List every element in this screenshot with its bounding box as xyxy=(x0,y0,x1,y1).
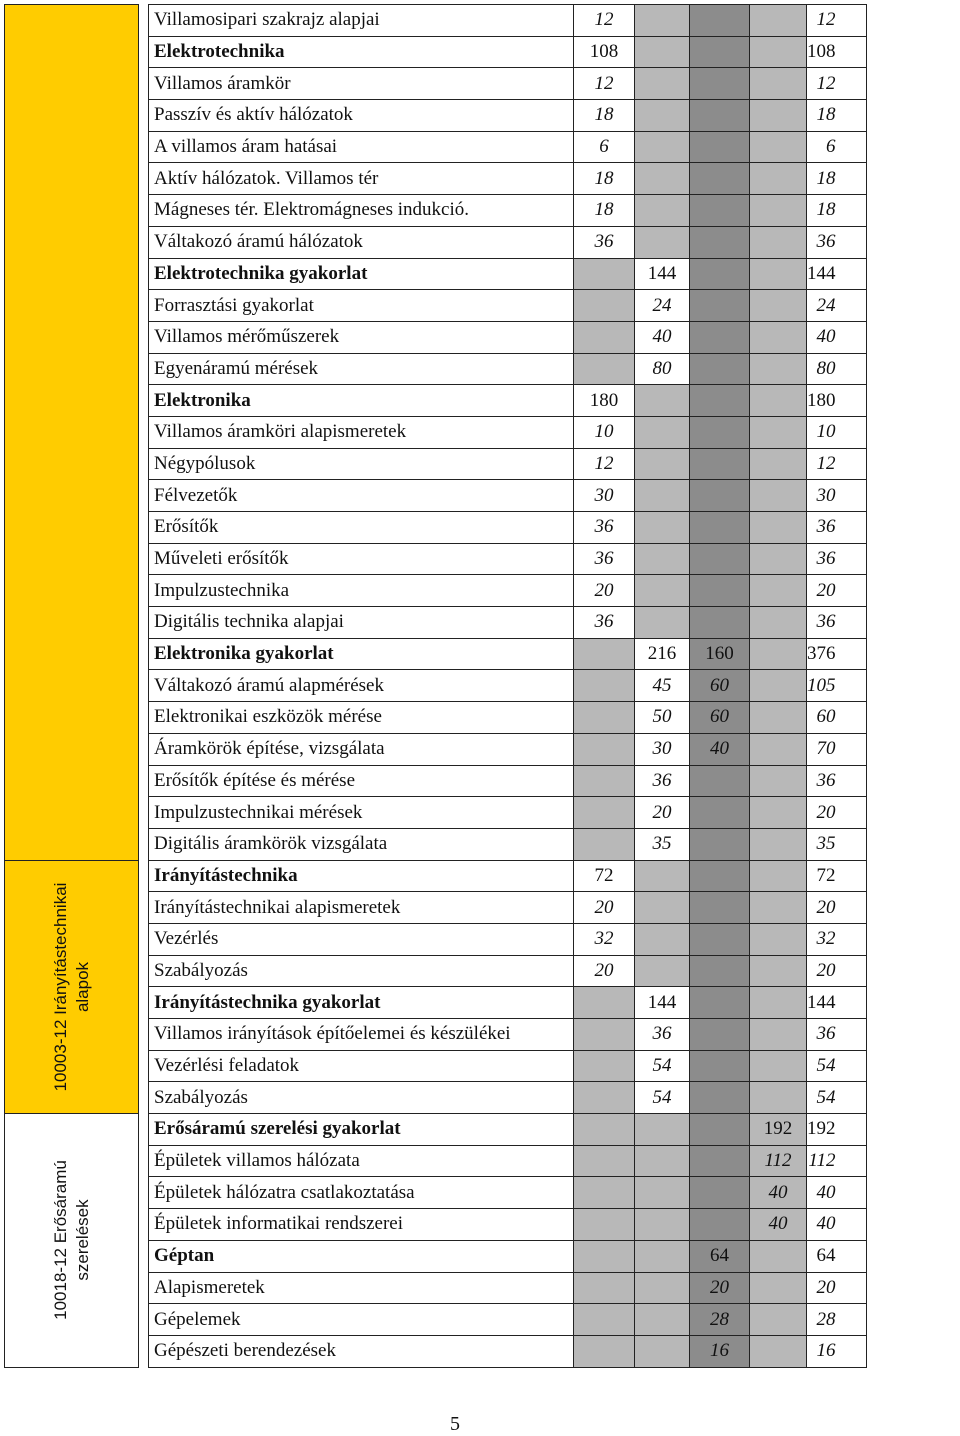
hours-total: 144 xyxy=(807,258,867,290)
hours-total: 36 xyxy=(807,1019,867,1051)
hours-practice: 35 xyxy=(635,828,690,860)
hours-col4 xyxy=(750,828,807,860)
hours-col4 xyxy=(750,480,807,512)
hours-col4: 192 xyxy=(750,1114,807,1146)
hours-col3 xyxy=(690,543,750,575)
topic-name: Digitális áramkörök vizsgálata xyxy=(149,828,574,860)
hours-theory xyxy=(574,353,635,385)
hours-theory: 108 xyxy=(574,36,635,68)
topic-name: Mágneses tér. Elektromágneses indukció. xyxy=(149,195,574,227)
hours-theory: 180 xyxy=(574,385,635,417)
hours-theory xyxy=(574,733,635,765)
topic-name: Áramkörök építése, vizsgálata xyxy=(149,733,574,765)
table-row xyxy=(5,860,957,892)
hours-theory xyxy=(574,828,635,860)
hours-col4 xyxy=(750,131,807,163)
hours-col4 xyxy=(750,923,807,955)
hours-theory xyxy=(574,1240,635,1272)
gutter-cell xyxy=(139,5,149,861)
topic-name: Elektrotechnika gyakorlat xyxy=(149,258,574,290)
hours-col4 xyxy=(750,607,807,639)
hours-practice: 50 xyxy=(635,702,690,734)
hours-total: 18 xyxy=(807,195,867,227)
hours-practice: 45 xyxy=(635,670,690,702)
module-cell xyxy=(5,5,139,861)
hours-col3 xyxy=(690,797,750,829)
hours-theory xyxy=(574,1114,635,1146)
hours-col4 xyxy=(750,385,807,417)
hours-theory: 36 xyxy=(574,226,635,258)
hours-col3: 64 xyxy=(690,1240,750,1272)
hours-col4 xyxy=(750,290,807,322)
hours-theory xyxy=(574,321,635,353)
topic-name: Impulzustechnikai mérések xyxy=(149,797,574,829)
topic-name: Műveleti erősítők xyxy=(149,543,574,575)
hours-col4 xyxy=(750,575,807,607)
module-cell xyxy=(5,860,139,1114)
hours-practice: 80 xyxy=(635,353,690,385)
hours-col4 xyxy=(750,1050,807,1082)
hours-theory: 32 xyxy=(574,923,635,955)
hours-total: 70 xyxy=(807,733,867,765)
hours-col3 xyxy=(690,416,750,448)
hours-practice xyxy=(635,955,690,987)
hours-col3: 16 xyxy=(690,1335,750,1367)
topic-name: Villamos áramkör xyxy=(149,68,574,100)
module-label xyxy=(50,882,94,1091)
hours-col4 xyxy=(750,638,807,670)
hours-col3 xyxy=(690,258,750,290)
topic-name: Irányítástechnika gyakorlat xyxy=(149,987,574,1019)
hours-total: 180 xyxy=(807,385,867,417)
hours-practice: 144 xyxy=(635,258,690,290)
hours-theory xyxy=(574,1019,635,1051)
hours-practice: 36 xyxy=(635,765,690,797)
hours-col3 xyxy=(690,923,750,955)
hours-practice xyxy=(635,195,690,227)
topic-name: Vezérlési feladatok xyxy=(149,1050,574,1082)
topic-name: Villamos irányítások építőelemei és készülékei xyxy=(149,1019,574,1051)
hours-theory: 20 xyxy=(574,892,635,924)
hours-total: 24 xyxy=(807,290,867,322)
hours-total: 40 xyxy=(807,321,867,353)
hours-total: 30 xyxy=(807,480,867,512)
topic-name: Épületek informatikai rendszerei xyxy=(149,1209,574,1241)
hours-col3 xyxy=(690,100,750,132)
hours-col4 xyxy=(750,702,807,734)
topic-name: Váltakozó áramú hálózatok xyxy=(149,226,574,258)
hours-practice xyxy=(635,385,690,417)
hours-practice xyxy=(635,480,690,512)
topic-name: Épületek hálózatra csatlakoztatása xyxy=(149,1177,574,1209)
hours-practice xyxy=(635,1335,690,1367)
page-number: 5 xyxy=(450,1413,460,1435)
topic-name: Váltakozó áramú alapmérések xyxy=(149,670,574,702)
hours-col3 xyxy=(690,1209,750,1241)
topic-name: Villamosipari szakrajz alapjai xyxy=(149,5,574,37)
hours-col3 xyxy=(690,575,750,607)
hours-col4 xyxy=(750,987,807,1019)
hours-theory: 6 xyxy=(574,131,635,163)
hours-col3 xyxy=(690,1145,750,1177)
hours-total: 32 xyxy=(807,923,867,955)
hours-practice xyxy=(635,512,690,544)
hours-col4: 40 xyxy=(750,1177,807,1209)
hours-total: 54 xyxy=(807,1050,867,1082)
topic-name: Passzív és aktív hálózatok xyxy=(149,100,574,132)
hours-total: 18 xyxy=(807,100,867,132)
hours-practice xyxy=(635,416,690,448)
module-label-line2: alapok xyxy=(72,961,92,1012)
hours-col3: 60 xyxy=(690,702,750,734)
hours-practice: 30 xyxy=(635,733,690,765)
hours-practice: 54 xyxy=(635,1082,690,1114)
hours-practice xyxy=(635,226,690,258)
curriculum-table xyxy=(4,4,957,1368)
topic-name: A villamos áram hatásai xyxy=(149,131,574,163)
hours-col4 xyxy=(750,733,807,765)
hours-total: 12 xyxy=(807,448,867,480)
hours-col4 xyxy=(750,512,807,544)
hours-col3 xyxy=(690,68,750,100)
hours-col3 xyxy=(690,290,750,322)
hours-col3 xyxy=(690,987,750,1019)
hours-total: 18 xyxy=(807,163,867,195)
topic-name: Gépészeti berendezések xyxy=(149,1335,574,1367)
hours-col4 xyxy=(750,448,807,480)
hours-practice xyxy=(635,163,690,195)
hours-theory xyxy=(574,1304,635,1336)
hours-col3 xyxy=(690,607,750,639)
hours-theory: 18 xyxy=(574,195,635,227)
hours-theory xyxy=(574,1272,635,1304)
hours-theory xyxy=(574,1209,635,1241)
hours-theory: 12 xyxy=(574,68,635,100)
hours-col4 xyxy=(750,5,807,37)
hours-theory: 12 xyxy=(574,5,635,37)
hours-theory xyxy=(574,765,635,797)
hours-practice xyxy=(635,1177,690,1209)
gutter-cell xyxy=(139,1114,149,1368)
hours-practice xyxy=(635,1304,690,1336)
hours-theory: 18 xyxy=(574,163,635,195)
topic-name: Épületek villamos hálózata xyxy=(149,1145,574,1177)
hours-col3 xyxy=(690,1177,750,1209)
hours-total: 20 xyxy=(807,1272,867,1304)
topic-name: Erősítők xyxy=(149,512,574,544)
topic-name: Egyenáramú mérések xyxy=(149,353,574,385)
hours-col3: 20 xyxy=(690,1272,750,1304)
module-label xyxy=(50,1160,94,1320)
hours-total: 112 xyxy=(807,1145,867,1177)
hours-theory: 36 xyxy=(574,512,635,544)
hours-theory: 18 xyxy=(574,100,635,132)
hours-practice xyxy=(635,1145,690,1177)
hours-practice xyxy=(635,5,690,37)
hours-col3 xyxy=(690,36,750,68)
hours-theory xyxy=(574,258,635,290)
hours-col3 xyxy=(690,828,750,860)
hours-total: 40 xyxy=(807,1177,867,1209)
topic-name: Digitális technika alapjai xyxy=(149,607,574,639)
hours-practice: 144 xyxy=(635,987,690,1019)
hours-theory xyxy=(574,987,635,1019)
hours-total: 12 xyxy=(807,68,867,100)
topic-name: Irányítástechnika xyxy=(149,860,574,892)
topic-name: Elektronika gyakorlat xyxy=(149,638,574,670)
hours-col3: 160 xyxy=(690,638,750,670)
topic-name: Vezérlés xyxy=(149,923,574,955)
hours-col3: 60 xyxy=(690,670,750,702)
hours-col3 xyxy=(690,131,750,163)
topic-name: Elektrotechnika xyxy=(149,36,574,68)
hours-total: 20 xyxy=(807,892,867,924)
hours-total: 54 xyxy=(807,1082,867,1114)
hours-theory xyxy=(574,638,635,670)
hours-total: 64 xyxy=(807,1240,867,1272)
hours-theory xyxy=(574,290,635,322)
hours-practice xyxy=(635,448,690,480)
topic-name: Félvezetők xyxy=(149,480,574,512)
topic-name: Erősáramú szerelési gyakorlat xyxy=(149,1114,574,1146)
hours-total: 60 xyxy=(807,702,867,734)
topic-name: Elektronika xyxy=(149,385,574,417)
hours-theory: 72 xyxy=(574,860,635,892)
hours-theory xyxy=(574,1082,635,1114)
hours-practice: 20 xyxy=(635,797,690,829)
topic-name: Impulzustechnika xyxy=(149,575,574,607)
module-label-line2: szerelések xyxy=(72,1199,92,1281)
hours-theory xyxy=(574,670,635,702)
hours-total: 16 xyxy=(807,1335,867,1367)
hours-theory xyxy=(574,1335,635,1367)
hours-col4 xyxy=(750,68,807,100)
hours-col4 xyxy=(750,321,807,353)
hours-col4 xyxy=(750,36,807,68)
hours-total: 36 xyxy=(807,543,867,575)
hours-practice xyxy=(635,1272,690,1304)
hours-practice: 40 xyxy=(635,321,690,353)
hours-col3 xyxy=(690,955,750,987)
hours-total: 36 xyxy=(807,765,867,797)
hours-col3 xyxy=(690,226,750,258)
hours-col3 xyxy=(690,1019,750,1051)
hours-practice xyxy=(635,860,690,892)
hours-col4 xyxy=(750,892,807,924)
hours-practice xyxy=(635,1240,690,1272)
hours-total: 105 xyxy=(807,670,867,702)
hours-practice: 36 xyxy=(635,1019,690,1051)
hours-practice xyxy=(635,36,690,68)
hours-total: 144 xyxy=(807,987,867,1019)
hours-col3 xyxy=(690,480,750,512)
hours-total: 28 xyxy=(807,1304,867,1336)
gutter-cell xyxy=(139,860,149,1114)
hours-total: 35 xyxy=(807,828,867,860)
hours-theory: 20 xyxy=(574,575,635,607)
hours-practice xyxy=(635,543,690,575)
hours-col3 xyxy=(690,860,750,892)
hours-col4: 40 xyxy=(750,1209,807,1241)
hours-theory: 10 xyxy=(574,416,635,448)
hours-theory: 36 xyxy=(574,543,635,575)
hours-practice: 216 xyxy=(635,638,690,670)
hours-practice xyxy=(635,1114,690,1146)
topic-name: Szabályozás xyxy=(149,1082,574,1114)
hours-total: 12 xyxy=(807,5,867,37)
hours-total: 20 xyxy=(807,575,867,607)
hours-practice xyxy=(635,100,690,132)
hours-col4 xyxy=(750,163,807,195)
table-row xyxy=(5,5,957,37)
topic-name: Négypólusok xyxy=(149,448,574,480)
hours-theory xyxy=(574,1177,635,1209)
hours-total: 20 xyxy=(807,797,867,829)
topic-name: Villamos mérőműszerek xyxy=(149,321,574,353)
topic-name: Géptan xyxy=(149,1240,574,1272)
hours-practice: 24 xyxy=(635,290,690,322)
hours-theory xyxy=(574,797,635,829)
hours-total: 36 xyxy=(807,226,867,258)
hours-col4 xyxy=(750,765,807,797)
hours-col3 xyxy=(690,512,750,544)
hours-total: 72 xyxy=(807,860,867,892)
topic-name: Gépelemek xyxy=(149,1304,574,1336)
hours-col4 xyxy=(750,1304,807,1336)
topic-name: Erősítők építése és mérése xyxy=(149,765,574,797)
hours-col3 xyxy=(690,1114,750,1146)
hours-col4 xyxy=(750,1082,807,1114)
hours-total: 40 xyxy=(807,1209,867,1241)
hours-practice: 54 xyxy=(635,1050,690,1082)
hours-col3: 40 xyxy=(690,733,750,765)
hours-col4 xyxy=(750,797,807,829)
hours-practice xyxy=(635,607,690,639)
hours-total: 10 xyxy=(807,416,867,448)
hours-col4 xyxy=(750,226,807,258)
topic-name: Villamos áramköri alapismeretek xyxy=(149,416,574,448)
hours-col4 xyxy=(750,860,807,892)
hours-col4 xyxy=(750,258,807,290)
hours-theory: 30 xyxy=(574,480,635,512)
hours-theory: 20 xyxy=(574,955,635,987)
hours-theory: 36 xyxy=(574,607,635,639)
hours-col4 xyxy=(750,100,807,132)
topic-name: Forrasztási gyakorlat xyxy=(149,290,574,322)
hours-total: 80 xyxy=(807,353,867,385)
topic-name: Aktív hálózatok. Villamos tér xyxy=(149,163,574,195)
hours-col4 xyxy=(750,1019,807,1051)
hours-col4 xyxy=(750,543,807,575)
hours-col4 xyxy=(750,955,807,987)
hours-total: 36 xyxy=(807,607,867,639)
hours-total: 192 xyxy=(807,1114,867,1146)
hours-col4 xyxy=(750,195,807,227)
hours-theory xyxy=(574,1050,635,1082)
hours-col4 xyxy=(750,353,807,385)
hours-total: 108 xyxy=(807,36,867,68)
topic-name: Irányítástechnikai alapismeretek xyxy=(149,892,574,924)
hours-col3 xyxy=(690,321,750,353)
hours-total: 6 xyxy=(807,131,867,163)
hours-practice xyxy=(635,68,690,100)
topic-name: Szabályozás xyxy=(149,955,574,987)
hours-col3: 28 xyxy=(690,1304,750,1336)
hours-total: 20 xyxy=(807,955,867,987)
hours-practice xyxy=(635,892,690,924)
hours-col4 xyxy=(750,670,807,702)
hours-total: 36 xyxy=(807,512,867,544)
topic-name: Alapismeretek xyxy=(149,1272,574,1304)
hours-col3 xyxy=(690,1050,750,1082)
hours-practice xyxy=(635,1209,690,1241)
hours-col3 xyxy=(690,1082,750,1114)
hours-col3 xyxy=(690,195,750,227)
module-label-line1: 10018-12 Erősáramú xyxy=(50,1160,70,1321)
hours-practice xyxy=(635,923,690,955)
hours-theory xyxy=(574,702,635,734)
hours-col3 xyxy=(690,385,750,417)
hours-col4 xyxy=(750,1272,807,1304)
hours-col4 xyxy=(750,416,807,448)
hours-col3 xyxy=(690,892,750,924)
hours-theory: 12 xyxy=(574,448,635,480)
hours-theory xyxy=(574,1145,635,1177)
hours-col4: 112 xyxy=(750,1145,807,1177)
hours-col4 xyxy=(750,1240,807,1272)
hours-col3 xyxy=(690,163,750,195)
hours-col3 xyxy=(690,353,750,385)
module-label-line1: 10003-12 Irányítástechnikai xyxy=(50,882,70,1092)
topic-name: Elektronikai eszközök mérése xyxy=(149,702,574,734)
module-cell xyxy=(5,1114,139,1368)
table-row xyxy=(5,1114,957,1146)
hours-col3 xyxy=(690,765,750,797)
hours-col4 xyxy=(750,1335,807,1367)
hours-practice xyxy=(635,131,690,163)
hours-total: 376 xyxy=(807,638,867,670)
hours-col3 xyxy=(690,448,750,480)
hours-col3 xyxy=(690,5,750,37)
hours-practice xyxy=(635,575,690,607)
